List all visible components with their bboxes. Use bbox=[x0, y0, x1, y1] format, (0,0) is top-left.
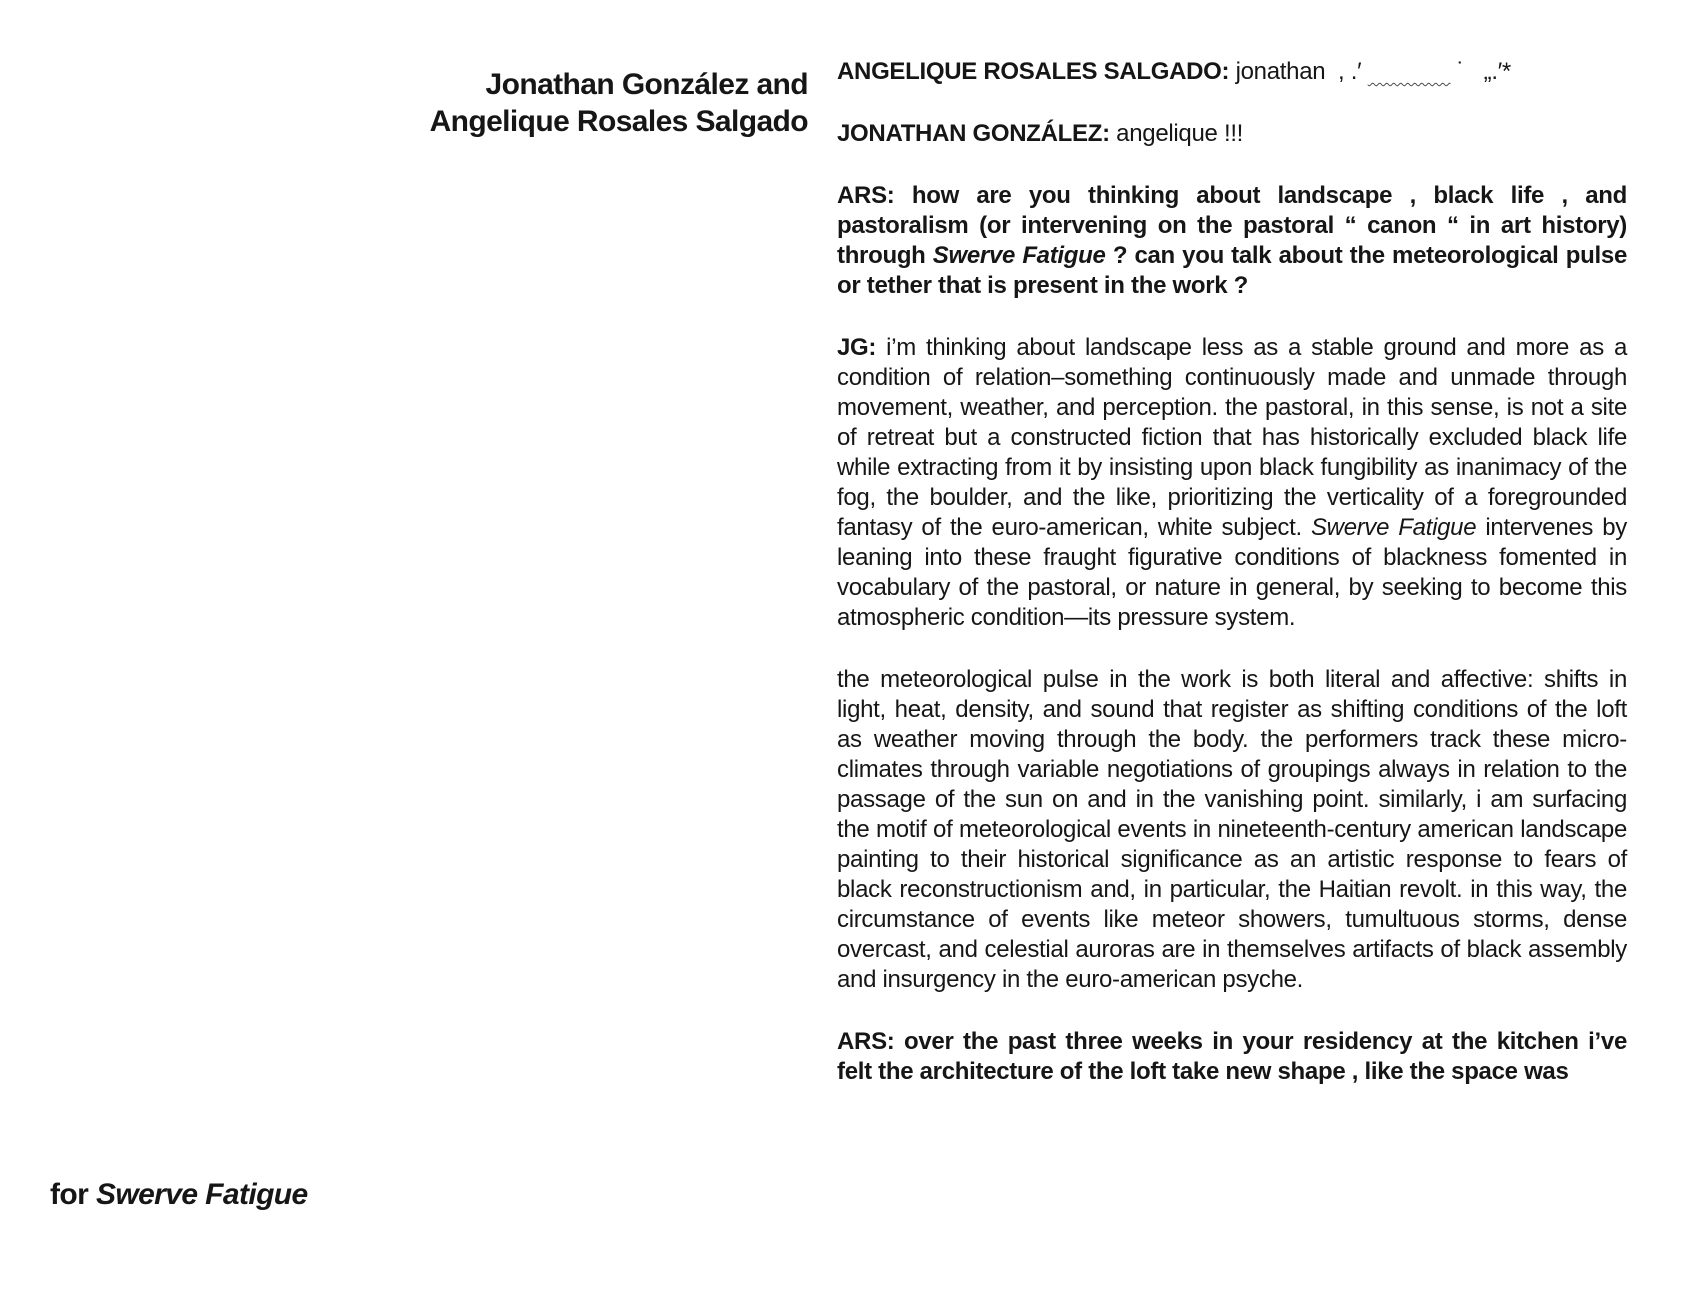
dedication-prefix: for bbox=[50, 1178, 96, 1211]
wavy-blank-line bbox=[1368, 58, 1451, 85]
ars-opening-text: jonathan , .′ bbox=[1229, 58, 1368, 85]
dedication bbox=[50, 1178, 308, 1212]
answer-1a-work-title: Swerve Fatigue bbox=[1310, 514, 1477, 541]
interview-column bbox=[837, 57, 1627, 1087]
paragraph-question-1 bbox=[837, 181, 1627, 301]
question-1-lead: ARS: how are you thinking about landscape , black life , and pastoralism (or intervening on the pastoral “ canon “ in art history) through bbox=[837, 182, 1627, 269]
question-1-tail: ? can you talk about the meteorological pulse or tether that is present in the work ? bbox=[837, 242, 1627, 299]
paragraph-ars-opening bbox=[837, 57, 1627, 87]
paragraph-question-2 bbox=[837, 1027, 1627, 1087]
title-line-2: Angelique Rosales Salgado bbox=[429, 105, 808, 138]
answer-1a-body-1: i’m thinking about landscape less as a stable ground and more as a condition of relation–something continuously made and unmade through movement, weather, and perception. the pastoral, in this sense, is not a site of retreat but a constructed fiction that has historically excluded black life while extracting from it by insisting upon black fungibility as inanimacy of the fog, the boulder, and the like, prioritizing the verticality of a foregrounded fantasy of the euro-american, white subject. bbox=[837, 334, 1627, 541]
question-2-body: ARS: over the past three weeks in your residency at the kitchen i’ve felt the architecture of the loft take new shape , like the space was bbox=[837, 1028, 1627, 1085]
speaker-label-jg-full: JONATHAN GONZÁLEZ: bbox=[837, 120, 1110, 147]
question-1-work-title: Swerve Fatigue bbox=[932, 242, 1106, 269]
dedication-work-title: Swerve Fatigue bbox=[95, 1178, 308, 1211]
ars-opening-marks: ˙ „.′* bbox=[1450, 58, 1511, 85]
speaker-label-ars-full: ANGELIQUE ROSALES SALGADO: bbox=[837, 58, 1230, 85]
title-line-1: Jonathan González and bbox=[485, 68, 808, 101]
speaker-label-jg-abbrev: JG: bbox=[837, 334, 877, 361]
paragraph-jg-opening bbox=[837, 119, 1627, 149]
answer-1a-body-2: intervenes by leaning into these fraught figurative conditions of blackness fomented in vocabulary of the pastoral, or nature in general, by seeking to become this atmospheric condition—its pressure system. bbox=[837, 514, 1627, 631]
title-block bbox=[430, 66, 808, 140]
paragraph-answer-1a bbox=[837, 333, 1627, 633]
jg-opening-text: angelique !!! bbox=[1109, 120, 1244, 147]
paragraph-answer-1b bbox=[837, 665, 1627, 995]
answer-1b-body: the meteorological pulse in the work is both literal and affective: shifts in light, heat, density, and sound that register as shifting conditions of the loft as weather moving through the body. the performers track these micro-climates through variable negotiations of groupings always in relation to the passage of the sun on and in the vanishing point. similarly, i am surfacing the motif of meteorological events in nineteenth-century american landscape painting to their historical significance as an artistic response to fears of black reconstructionism and, in particular, the Haitian revolt. in this way, the circumstance of events like meteor showers, tumultuous storms, dense overcast, and celestial auroras are in themselves artifacts of black assembly and insurgency in the euro-american psyche. bbox=[837, 666, 1627, 993]
